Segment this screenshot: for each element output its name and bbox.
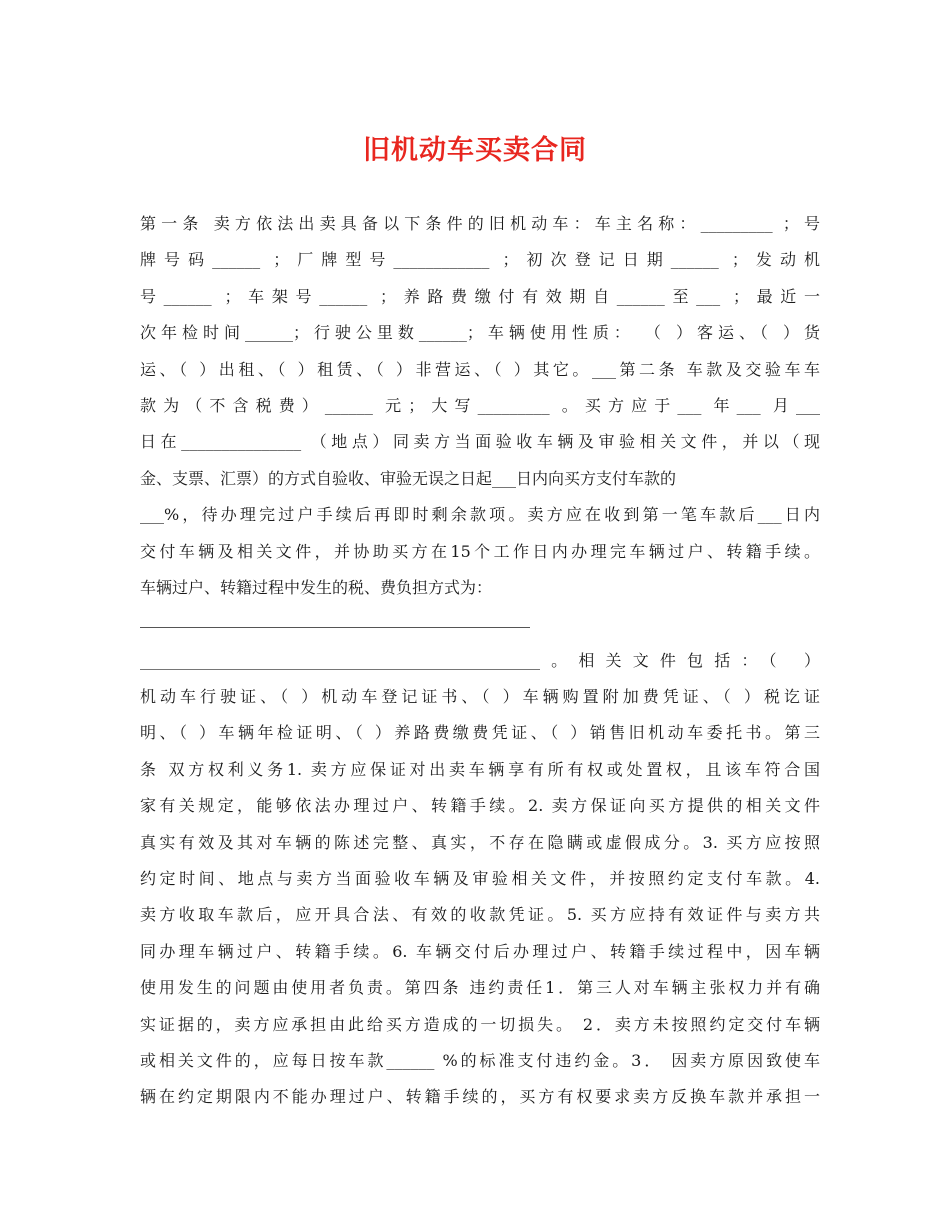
body-line: 真实有效及其对车辆的陈述完整、真实，不存在隐瞒或虚假成分。3. 买方应按照 bbox=[140, 832, 820, 852]
body-line: 交付车辆及相关文件，并协助买方在15个工作日内办理完车辆过户、转籍手续。 bbox=[140, 541, 820, 561]
body-line: 运、（ ）出租、（ ）租赁、（ ）非营运、（ ）其它。___第二条 车款及交验车车 bbox=[140, 359, 820, 379]
body-line: 卖方收取车款后，应开具合法、有效的收款凭证。5. 买方应持有效证件与卖方共 bbox=[140, 905, 820, 925]
body-line: 明、（ ）车辆年检证明、（ ）养路费缴费凭证、（ ）销售旧机动车委托书。第三 bbox=[140, 723, 820, 743]
body-line: 实证据的，卖方应承担由此给买方造成的一切损失。 2．卖方未按照约定交付车辆 bbox=[140, 1014, 820, 1034]
body-line: 家有关规定，能够依法办理过户、转籍手续。2. 卖方保证向买方提供的相关文件 bbox=[140, 796, 820, 816]
body-line-blank bbox=[140, 606, 820, 642]
body-line: 次年检时间______；行驶公里数______；车辆使用性质： （ ）客运、（ ）货 bbox=[140, 323, 820, 343]
document-title: 旧机动车买卖合同 bbox=[363, 135, 587, 166]
body-line: 使用发生的问题由使用者负责。第四条 违约责任1．第三人对车辆主张权力并有确 bbox=[140, 978, 820, 998]
body-line: 金、支票、汇票）的方式自验收、审验无误之日起___日内向买方支付车款的 bbox=[140, 468, 677, 488]
body-line: 同办理车辆过户、转籍手续。6. 车辆交付后办理过户、转籍手续过程中，因车辆 bbox=[140, 941, 820, 961]
body-line: 辆在约定期限内不能办理过户、转籍手续的，买方有权要求卖方反换车款并承担一 bbox=[140, 1087, 820, 1107]
body-line: 或相关文件的，应每日按车款______ %的标准支付违约金。3． 因卖方原因致使车 bbox=[140, 1050, 820, 1070]
body-line: 牌号码______ ；厂牌型号____________ ；初次登记日期______ ；发动机 bbox=[140, 250, 820, 270]
body-line: 条 双方权利义务1. 卖方应保证对出卖车辆享有所有权或处置权，且该车符合国 bbox=[140, 759, 820, 779]
body-line: 日在_______________ （地点）同卖方当面验收车辆及审验相关文件，并以（现 bbox=[140, 432, 820, 452]
contract-body bbox=[140, 206, 820, 1116]
body-line: 车辆过户、转籍过程中发生的税、费负担方式为： bbox=[140, 577, 493, 597]
body-line: 号______ ；车架号______ ；养路费缴付有效期自______至___ ；最近一 bbox=[140, 286, 820, 306]
body-line: 约定时间、地点与卖方当面验收车辆及审验相关文件，并按照约定支付车款。4. bbox=[140, 869, 820, 889]
body-line: 机动车行驶证、（ ）机动车登记证书、（ ）车辆购置附加费凭证、（ ）税讫证 bbox=[140, 687, 820, 707]
body-line: 第一条 卖方依法出卖具备以下条件的旧机动车：车主名称：_________ ；号 bbox=[140, 214, 820, 233]
body-line: __________________________________________________。相关文件包括：（ ） bbox=[140, 650, 820, 670]
body-line: ___%，待办理完过户手续后再即时剩余款项。卖方应在收到第一笔车款后___日内 bbox=[140, 505, 820, 525]
body-line: 款为（不含税费）______ 元；大写_________ 。买方应于___ 年___ 月___ bbox=[140, 395, 820, 415]
